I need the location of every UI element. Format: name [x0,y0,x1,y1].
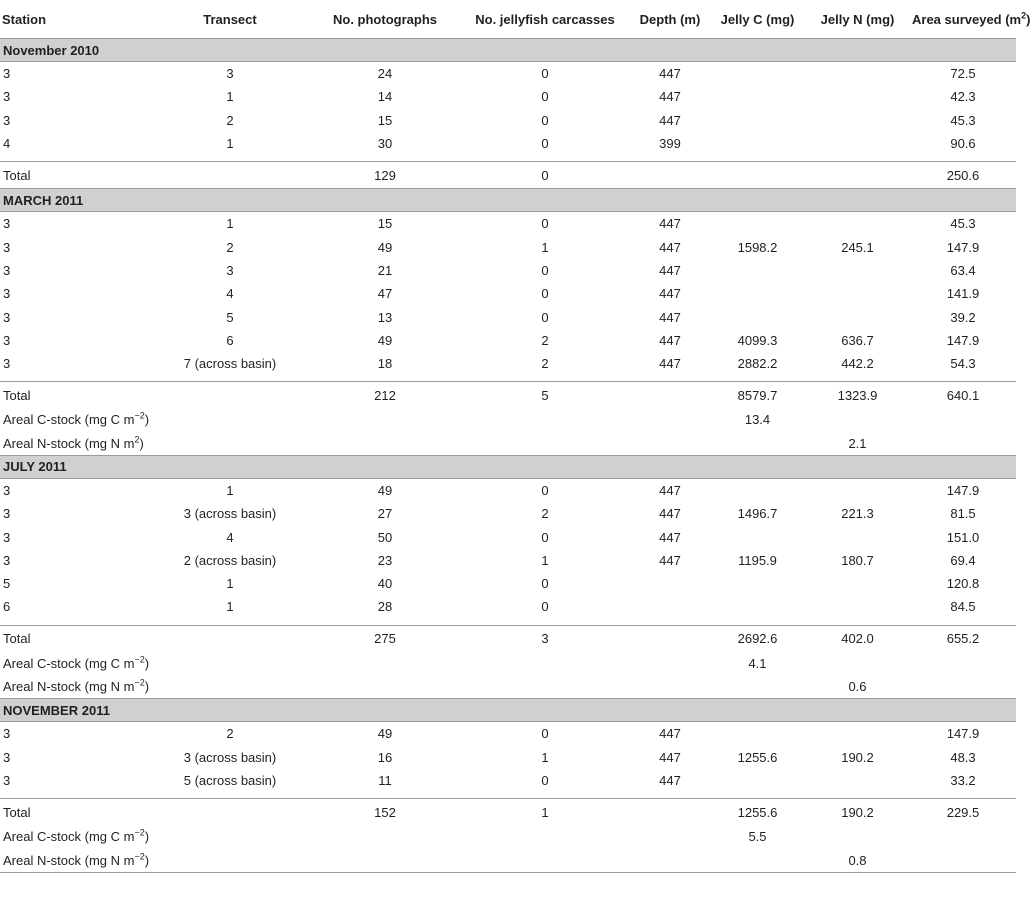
cell-photos: 40 [377,576,393,592]
cell-carcasses: 0 [541,483,549,498]
cell-area: 45.3 [950,216,976,232]
cell-depth [630,382,710,409]
cell-area [910,825,1016,848]
header-area-label: Area surveyed (m [912,11,1022,27]
cell-carcasses: 1 [541,749,549,765]
cell-jelly-c [710,259,805,282]
cell-station: 3 [3,726,11,742]
cell-jelly-c [710,595,805,618]
cell-total-label: Total [0,162,150,189]
cell-photos: 18 [377,356,393,372]
cell-depth: 447 [659,552,681,568]
table-row [0,305,1016,328]
cell-transect: 4 [226,286,234,302]
cell-depth [630,625,710,652]
cell-transect: 1 [226,576,234,592]
cell-photos: 152 [310,799,460,826]
cell-jelly-c [710,212,805,236]
cell-carcasses: 0 [541,772,549,788]
cell-area [910,408,1016,431]
cell-carcasses: 0 [541,89,549,105]
table-body [0,39,1016,873]
cell-station: 6 [3,599,11,615]
cell-jelly-n [805,305,910,328]
cell-jelly-c [710,282,805,305]
cell-station: 4 [3,136,11,152]
c-stock-row [0,408,1016,431]
n-stock-text: Areal N-stock (mg N m [3,852,135,868]
header-row [0,0,1016,39]
header-area-close [1026,12,1030,27]
cell-jelly-c [710,722,805,746]
cell-area [910,432,1016,456]
cell-jelly-n: 221.3 [841,506,874,522]
cell-carcasses: 0 [541,726,549,742]
cell-jelly-n: 1323.9 [805,382,910,409]
cell-transect: 1 [226,216,234,232]
cell-depth [630,408,710,431]
cell-transect [150,799,310,826]
cell-jelly-c [710,305,805,328]
cell-jelly-n [805,825,910,848]
cell-jelly-c [710,132,805,155]
cell-carcasses: 0 [541,66,549,82]
cell-carcasses: 0 [541,112,549,128]
cell-depth: 447 [659,262,681,278]
header-transect: Transect [150,0,310,39]
cell-depth: 399 [659,136,681,152]
cell-photos: 49 [377,483,393,498]
cell-jelly-c: 2882.2 [737,356,778,372]
cell-jelly-n [805,769,910,792]
cell-jelly-n: 442.2 [841,356,874,372]
cell-area: 141.9 [946,286,980,302]
cell-photos: 27 [377,506,393,522]
cell-transect: 3 [226,66,234,82]
cell-area: 48.3 [950,749,976,765]
cell-jelly-c [710,848,805,872]
cell-jelly-c: 1255.6 [710,799,805,826]
cell-transect: 1 [226,599,234,615]
cell-carcasses: 0 [541,529,549,545]
cell-jelly-n [805,162,910,189]
table-row [0,109,1016,132]
section-header [0,189,1016,212]
cell-jelly-n [805,478,910,502]
cell-transect [150,162,310,189]
table-row [0,525,1016,548]
n-stock-close: ) [144,679,150,695]
cell-photos: 21 [377,262,393,278]
cell-carcasses: 0 [460,162,630,189]
cell-jelly-n [805,259,910,282]
header-jelly-c: Jelly C (mg) [710,0,805,39]
cell-transect: 2 [226,726,234,742]
cell-transect [150,382,310,409]
n-stock-value: 2.1 [848,435,867,451]
cell-photos: 49 [377,726,393,742]
cell-carcasses: 0 [541,309,549,325]
c-stock-text: Areal C-stock (mg C m [3,829,135,845]
cell-depth: 447 [659,332,681,348]
table-row [0,282,1016,305]
cell-photos: 28 [377,599,393,615]
cell-jelly-c: 1598.2 [737,239,778,255]
cell-depth [630,595,710,618]
total-row [0,382,1016,409]
cell-depth: 447 [659,112,681,128]
cell-jelly-n [805,525,910,548]
table-row [0,746,1016,769]
n-stock-exp: −2 [134,851,145,862]
cell-area: 69.4 [950,552,976,568]
n-stock-label [0,675,630,699]
cell-jelly-n [805,572,910,595]
cell-transect: 7 (across basin) [183,356,277,372]
cell-jelly-n: 402.0 [805,625,910,652]
cell-station: 3 [3,506,11,522]
c-stock-value: 4.1 [748,655,767,671]
cell-photos: 50 [377,529,393,545]
cell-depth: 447 [659,89,681,105]
c-stock-exp: −2 [134,411,145,422]
cell-transect: 2 [226,239,234,255]
c-stock-label [0,408,630,431]
cell-transect: 6 [226,332,234,348]
cell-area: 81.5 [950,506,976,522]
cell-area: 72.5 [950,66,976,82]
table-row [0,595,1016,618]
cell-jelly-c [710,675,805,699]
cell-jelly-n [805,722,910,746]
cell-area: 42.3 [950,89,976,105]
cell-depth: 447 [659,216,681,232]
cell-jelly-n [805,212,910,236]
cell-area: 45.3 [950,112,976,128]
cell-carcasses: 2 [541,356,549,372]
cell-area: 147.9 [946,483,980,498]
cell-transect: 2 (across basin) [183,552,277,568]
cell-jelly-c: 4099.3 [737,332,778,348]
n-stock-exp: 2 [134,434,140,445]
section-header [0,39,1016,62]
cell-area: 120.8 [946,576,980,592]
cell-station: 3 [3,356,11,372]
table-row [0,572,1016,595]
table-row [0,329,1016,352]
table-row [0,478,1016,502]
cell-photos: 47 [377,286,393,302]
cell-depth: 447 [659,772,681,788]
c-stock-exp: −2 [134,827,145,838]
cell-jelly-c [710,572,805,595]
cell-jelly-c [710,478,805,502]
cell-depth [630,652,710,675]
cell-carcasses: 1 [541,239,549,255]
c-stock-label [0,825,630,848]
cell-carcasses: 0 [541,576,549,592]
table-row [0,62,1016,86]
cell-jelly-n [805,85,910,108]
header-carcasses: No. jellyfish carcasses [460,0,630,39]
n-stock-value: 0.6 [848,679,867,695]
cell-area: 250.6 [910,162,1016,189]
c-stock-row [0,825,1016,848]
table-row [0,259,1016,282]
cell-depth: 447 [659,483,681,498]
cell-depth: 447 [659,66,681,82]
cell-photos: 212 [310,382,460,409]
cell-depth [630,675,710,699]
table-row [0,132,1016,155]
cell-station: 3 [3,309,11,325]
header-jelly-n: Jelly N (mg) [805,0,910,39]
cell-photos: 11 [378,772,392,788]
cell-jelly-c: 2692.6 [710,625,805,652]
cell-area: 640.1 [910,382,1016,409]
cell-station: 3 [3,239,11,255]
cell-jelly-n [805,62,910,86]
cell-station: 3 [3,552,11,568]
table-row [0,85,1016,108]
cell-area: 229.5 [910,799,1016,826]
n-stock-close: ) [144,852,150,868]
cell-station: 3 [3,89,11,105]
table-row [0,549,1016,572]
n-stock-value: 0.8 [805,848,910,872]
cell-depth [630,572,710,595]
cell-carcasses: 3 [460,625,630,652]
n-stock-exp: −2 [134,677,145,688]
cell-jelly-n [805,652,910,675]
cell-station: 3 [3,286,11,302]
cell-depth: 447 [659,356,681,372]
c-stock-close: ) [144,829,150,845]
n-stock-text: Areal N-stock (mg N m [3,435,135,451]
cell-station: 3 [3,262,11,278]
total-row [0,799,1016,826]
cell-photos: 15 [377,112,393,128]
cell-depth [630,162,710,189]
table-row [0,502,1016,525]
cell-transect: 4 [226,529,234,545]
cell-area: 655.2 [910,625,1016,652]
c-stock-text: Areal C-stock (mg C m [3,655,135,671]
cell-station: 3 [3,483,11,498]
cell-area: 54.3 [950,356,976,372]
cell-transect: 3 (across basin) [183,506,277,522]
cell-jelly-n: 180.7 [841,552,874,568]
table-row [0,212,1016,236]
cell-transect: 1 [226,483,234,498]
cell-station: 3 [3,112,11,128]
cell-depth: 447 [659,286,681,302]
cell-jelly-c: 1195.9 [738,552,777,568]
cell-jelly-n [805,109,910,132]
cell-depth: 447 [659,239,681,255]
n-stock-label [0,848,630,872]
cell-jelly-n [805,595,910,618]
cell-carcasses: 2 [541,506,549,522]
cell-transect [150,625,310,652]
section-title: MARCH 2011 [0,189,1016,212]
cell-photos: 275 [310,625,460,652]
cell-transect: 3 [226,262,234,278]
cell-station: 3 [3,529,11,545]
cell-photos: 49 [377,239,393,255]
cell-area: 33.2 [950,772,976,788]
cell-area: 63.4 [950,262,976,278]
cell-area: 84.5 [950,599,976,615]
c-stock-exp: −2 [134,654,145,665]
cell-depth [630,432,710,456]
section-header [0,455,1016,478]
c-stock-value: 13.4 [744,412,771,428]
c-stock-text: Areal C-stock (mg C m [3,412,135,428]
cell-station: 3 [3,332,11,348]
n-stock-close: ) [139,435,144,451]
section-header [0,699,1016,722]
cell-station: 3 [3,216,11,232]
cell-carcasses: 1 [460,799,630,826]
header-station: Station [0,0,150,39]
n-stock-label [0,432,630,456]
c-stock-close: ) [144,412,150,428]
cell-station: 3 [3,772,11,788]
cell-area [910,652,1016,675]
cell-photos: 49 [377,332,393,348]
cell-depth: 447 [659,309,681,325]
cell-jelly-n: 636.7 [841,332,874,348]
cell-transect: 1 [226,136,234,152]
c-stock-label [0,652,630,675]
cell-area [910,675,1016,699]
cell-transect: 5 (across basin) [183,772,277,788]
cell-carcasses: 5 [460,382,630,409]
cell-transect: 2 [226,112,234,128]
cell-carcasses: 0 [541,216,549,232]
header-photos: No. photographs [310,0,460,39]
cell-photos: 16 [377,749,393,765]
cell-depth: 447 [659,529,681,545]
cell-photos: 24 [377,66,393,82]
cell-area: 151.0 [946,529,980,545]
cell-jelly-c [710,525,805,548]
table-row [0,769,1016,792]
cell-jelly-n: 245.1 [841,239,874,255]
cell-station: 3 [3,749,11,765]
cell-jelly-n: 190.2 [841,749,874,765]
n-stock-row [0,848,1016,872]
cell-jelly-n: 190.2 [805,799,910,826]
c-stock-value: 5.5 [748,829,767,845]
total-row [0,625,1016,652]
cell-total-label: Total [0,799,150,826]
cell-jelly-c [710,769,805,792]
total-row [0,162,1016,189]
header-area-sup: 2 [1021,10,1027,21]
cell-photos: 30 [377,136,393,152]
table-row [0,235,1016,258]
cell-transect: 5 [226,309,234,325]
cell-photos: 129 [310,162,460,189]
cell-depth [630,848,710,872]
section-title: November 2010 [0,39,1016,62]
cell-jelly-c [710,432,805,456]
cell-photos: 23 [377,552,393,568]
cell-area [910,848,1016,872]
cell-carcasses: 1 [541,552,549,568]
cell-station: 5 [3,576,11,592]
cell-area: 39.2 [950,309,976,325]
table-row [0,352,1016,375]
cell-carcasses: 2 [541,332,549,348]
cell-depth [630,825,710,848]
cell-transect: 1 [226,89,234,105]
cell-area: 147.9 [946,726,980,742]
cell-transect: 3 (across basin) [183,749,277,765]
cell-jelly-n [805,132,910,155]
cell-jelly-c [710,85,805,108]
section-title: JULY 2011 [0,455,1016,478]
cell-jelly-c [710,62,805,86]
cell-total-label: Total [0,625,150,652]
section-title: NOVEMBER 2011 [0,699,1016,722]
cell-photos: 13 [377,309,393,325]
cell-depth: 447 [659,726,681,742]
n-stock-text: Areal N-stock (mg N m [3,679,135,695]
cell-jelly-n [805,282,910,305]
c-stock-close: ) [144,655,150,671]
cell-total-label: Total [0,382,150,409]
cell-jelly-c [710,162,805,189]
c-stock-row [0,652,1016,675]
header-depth: Depth (m) [630,0,710,39]
n-stock-row [0,675,1016,699]
cell-carcasses: 0 [541,599,549,615]
cell-area: 147.9 [946,239,980,255]
cell-jelly-c: 1496.7 [737,506,778,522]
cell-jelly-n [805,408,910,431]
cell-area: 147.9 [946,332,980,348]
cell-depth [630,799,710,826]
cell-photos: 14 [377,89,393,105]
cell-carcasses: 0 [541,262,549,278]
cell-jelly-c: 1255.6 [737,749,778,765]
cell-station: 3 [3,66,11,82]
cell-carcasses: 0 [541,136,549,152]
cell-depth: 447 [659,506,681,522]
cell-area: 90.6 [950,136,976,152]
cell-jelly-c [710,109,805,132]
cell-carcasses: 0 [541,286,549,302]
cell-depth: 447 [659,749,681,765]
header-area [910,0,1027,39]
cell-jelly-c: 8579.7 [710,382,805,409]
cell-photos: 15 [377,216,393,232]
table-row [0,722,1016,746]
n-stock-row [0,432,1016,456]
